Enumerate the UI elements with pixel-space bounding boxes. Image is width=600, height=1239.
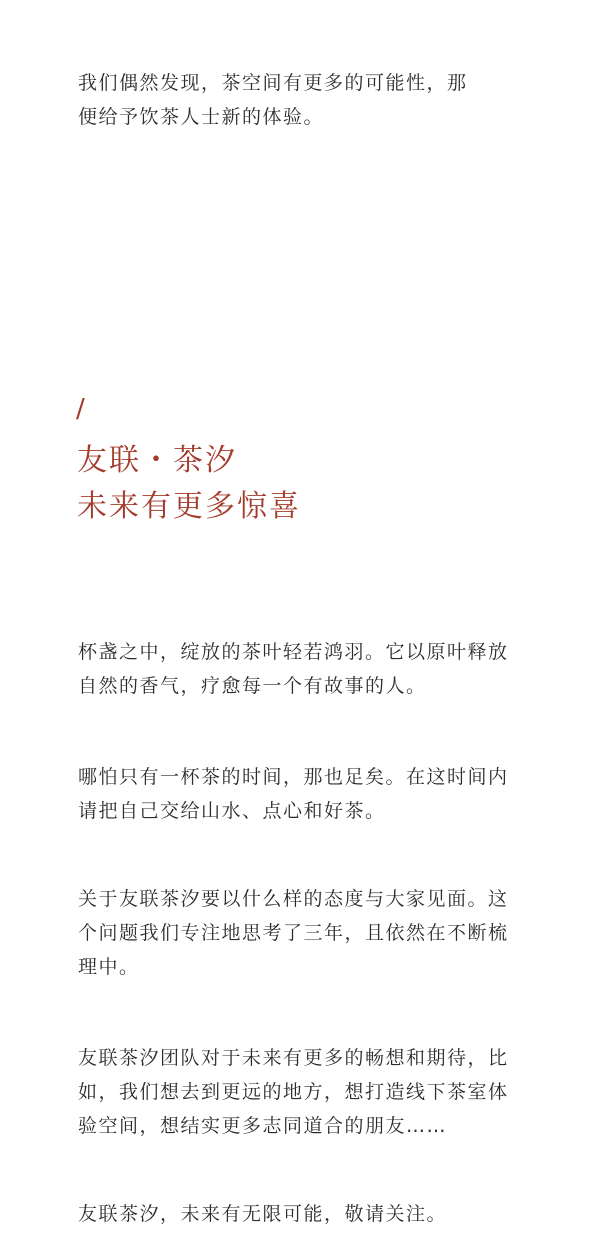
paragraph-line: 哪怕只有一杯茶的时间，那也足矣。在这时间内 [78,766,509,788]
paragraph-line: 自然的香气，疗愈每一个有故事的人。 [78,675,427,697]
body-paragraph-3 [78,882,528,984]
paragraph-line: 理中。 [78,956,140,978]
paragraph-line: 关于友联茶汐要以什么样的态度与大家见面。这 [78,888,509,910]
section-title-line: 友联・茶汐 [77,443,237,478]
section-slash: / [76,394,85,424]
section-title [77,438,301,530]
body-paragraph-2 [78,760,528,828]
paragraph-line: 友联茶汐，未来有无限可能，敬请关注。 [78,1203,448,1225]
paragraph-line: 如，我们想去到更远的地方，想打造线下茶室体 [78,1081,509,1103]
body-paragraph-1 [78,635,528,703]
intro-line: 我们偶然发现，茶空间有更多的可能性，那 [78,72,468,94]
intro-paragraph [78,66,528,134]
paragraph-line: 友联茶汐团队对于未来有更多的畅想和期待，比 [78,1047,509,1069]
intro-line: 便给予饮茶人士新的体验。 [78,106,325,128]
paragraph-line: 请把自己交给山水、点心和好茶。 [78,800,386,822]
paragraph-line: 杯盏之中，绽放的茶叶轻若鸿羽。它以原叶释放 [78,641,509,663]
body-paragraph-4 [78,1041,528,1143]
section-title-line: 未来有更多惊喜 [77,489,301,524]
body-paragraph-5 [78,1197,528,1231]
paragraph-line: 验空间，想结实更多志同道合的朋友…… [78,1115,448,1137]
paragraph-line: 个问题我们专注地思考了三年，且依然在不断梳 [78,922,509,944]
